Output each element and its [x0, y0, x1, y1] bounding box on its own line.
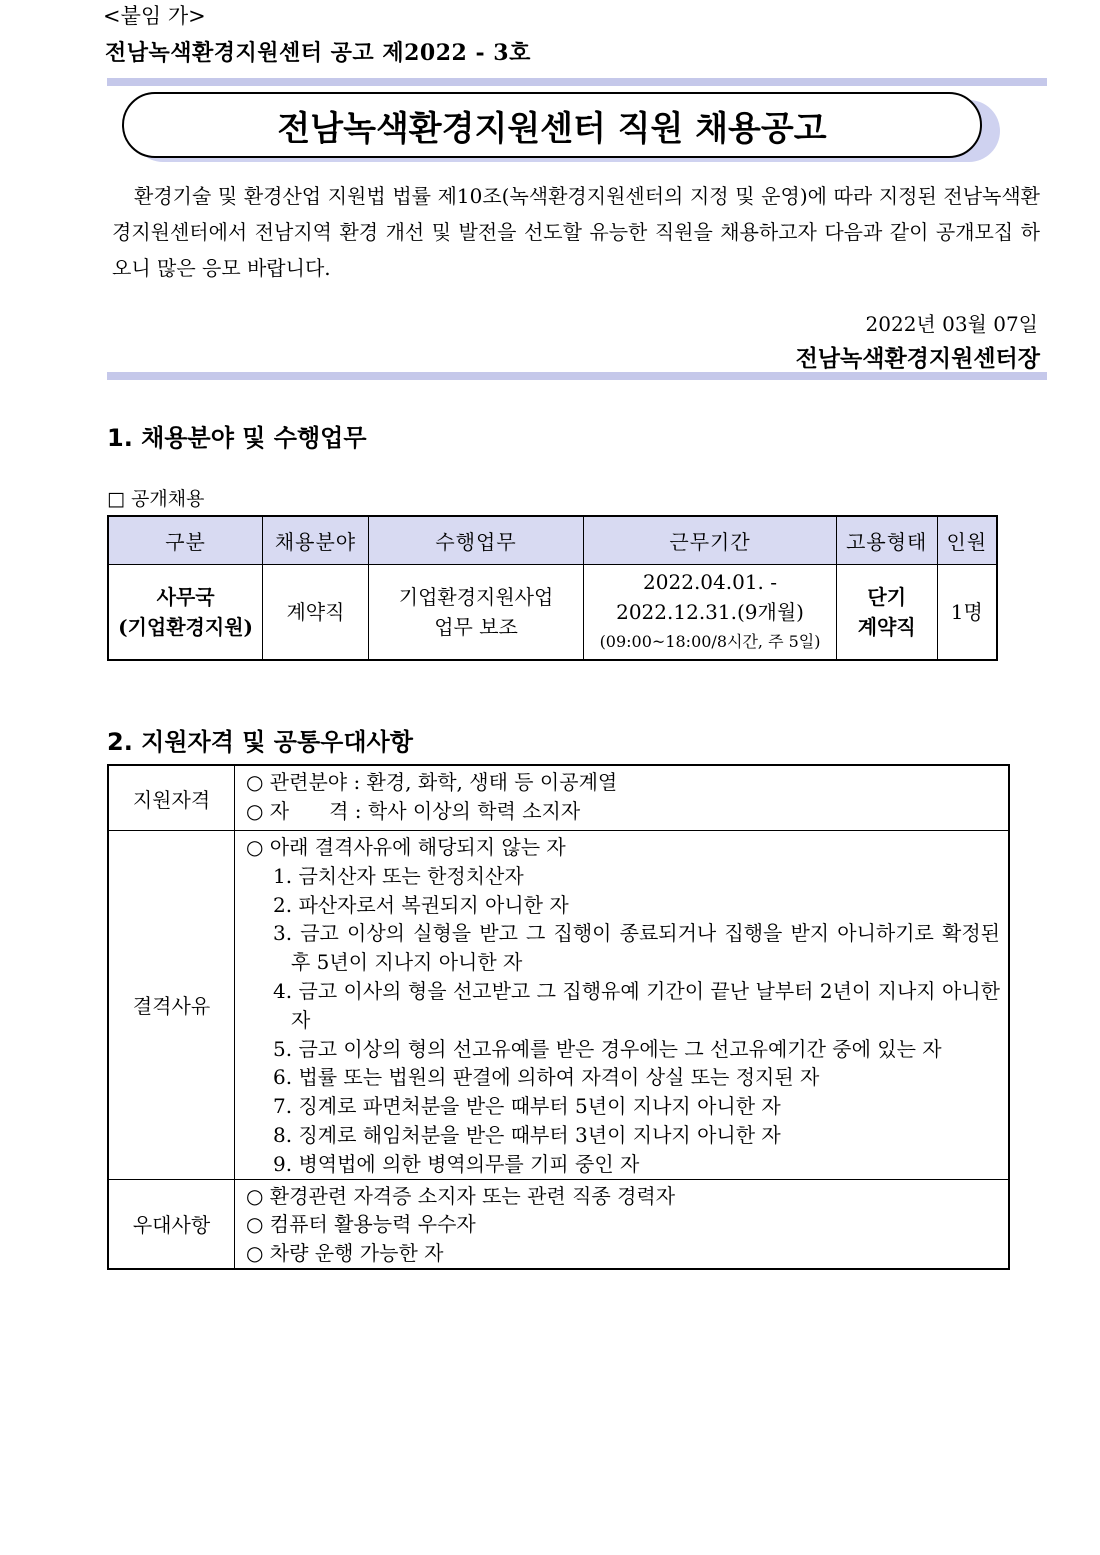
type-line-1: 단기	[867, 585, 907, 609]
period-line-1: 2022.04.01. -	[643, 570, 778, 594]
header-division: 구분	[108, 516, 263, 565]
row-qualification	[108, 765, 1009, 831]
cell-employment-type	[836, 565, 937, 661]
intro-paragraph: 환경기술 및 환경산업 지원법 법률 제10조(녹색환경지원센터의 지정 및 운영)에 따라 지정된 전남녹색환경지원센터에서 전남지역 환경 개선 및 발전을 선도할 유능한 직원을 채용하고자 다음과 같이 공개모집 하오니 많은 응모 바랍니다.	[112, 184, 1040, 280]
title-banner	[122, 92, 1002, 162]
list-item: ○ 차량 운행 가능한 자	[246, 1241, 444, 1266]
header-period: 근무기간	[584, 516, 837, 565]
signer: 전남녹색환경지원센터장	[795, 345, 1040, 372]
qualification-table	[107, 764, 1010, 1270]
list-item: 2. 파산자로서 복권되지 아니한 자	[273, 892, 569, 917]
section2-heading: 2. 지원자격 및 공통우대사항	[107, 728, 413, 756]
division-line-1: 사무국	[156, 585, 215, 609]
attachment-label: <붙임 가>	[103, 4, 206, 28]
page-title: 전남녹색환경지원센터 직원 채용공고	[122, 92, 982, 158]
cell-division	[108, 565, 263, 661]
division-line-2: (기업환경지원)	[118, 615, 253, 639]
header-employment-type: 고용형태	[836, 516, 937, 565]
row-preference	[108, 1179, 1009, 1269]
disqualification-lead: ○ 아래 결격사유에 해당되지 않는 자	[246, 835, 566, 859]
duty-line-2: 업무 보조	[434, 615, 518, 639]
list-item: 5. 금고 이상의 형의 선고유예를 받은 경우에는 그 선고유예기간 중에 있는 자	[273, 1036, 942, 1061]
list-item: 7. 징계로 파면처분을 받은 때부터 5년이 지나지 아니한 자	[273, 1094, 781, 1119]
list-item: ○ 자 격 : 학사 이상의 학력 소지자	[246, 798, 581, 823]
cell-field: 계약직	[263, 565, 369, 661]
header-field: 채용분야	[263, 516, 369, 565]
section1-subheading: □ 공개채용	[107, 488, 205, 510]
list-item: 1. 금치산자 또는 한정치산자	[273, 863, 524, 888]
list-item: ○ 환경관련 자격증 소지자 또는 관련 직종 경력자	[246, 1183, 676, 1208]
list-item: 8. 징계로 해임처분을 받은 때부터 3년이 지나지 아니한 자	[273, 1122, 781, 1147]
list-item: 9. 병역법에 의한 병역의무를 기피 중인 자	[273, 1151, 640, 1176]
duty-line-1: 기업환경지원사업	[398, 585, 554, 609]
label-disqualification: 결격사유	[108, 831, 235, 1180]
top-divider-band	[107, 78, 1047, 86]
list-item: 3. 금고 이상의 실형을 받고 그 집행이 종료되거나 집행을 받지 아니하기로 확정된 후 5년이 지나지 아니한 자	[273, 921, 1000, 975]
period-line-2: 2022.12.31.(9개월)	[616, 600, 804, 624]
table-row	[108, 565, 997, 661]
header-headcount: 인원	[937, 516, 997, 565]
notice-date: 2022년 03월 07일	[865, 312, 1038, 336]
cell-period	[584, 565, 837, 661]
content-disqualification	[235, 831, 1010, 1180]
table-header-row	[108, 516, 997, 565]
list-item: 6. 법률 또는 법원의 판결에 의하여 자격이 상실 또는 정지된 자	[273, 1065, 820, 1090]
list-item: ○ 컴퓨터 활용능력 우수자	[246, 1212, 476, 1237]
label-qualification: 지원자격	[108, 765, 235, 831]
label-preference: 우대사항	[108, 1179, 235, 1269]
content-qualification	[235, 765, 1010, 831]
list-item: ○ 관련분야 : 환경, 화학, 생태 등 이공계열	[246, 770, 618, 794]
recruitment-table	[107, 515, 998, 661]
row-disqualification	[108, 831, 1009, 1180]
cell-headcount: 1명	[937, 565, 997, 661]
period-hours: (09:00~18:00/8시간, 주 5일)	[599, 632, 821, 651]
section1-heading: 1. 채용분야 및 수행업무	[107, 424, 367, 452]
list-item: 4. 금고 이사의 형을 선고받고 그 집행유예 기간이 끝난 날부터 2년이 지나지 아니한 자	[273, 978, 1000, 1032]
cell-duty	[368, 565, 583, 661]
content-preference	[235, 1179, 1010, 1269]
header-duty: 수행업무	[368, 516, 583, 565]
notice-number: 전남녹색환경지원센터 공고 제2022 - 3호	[105, 40, 531, 66]
type-line-2: 계약직	[857, 615, 916, 639]
mid-divider-band	[107, 372, 1047, 380]
